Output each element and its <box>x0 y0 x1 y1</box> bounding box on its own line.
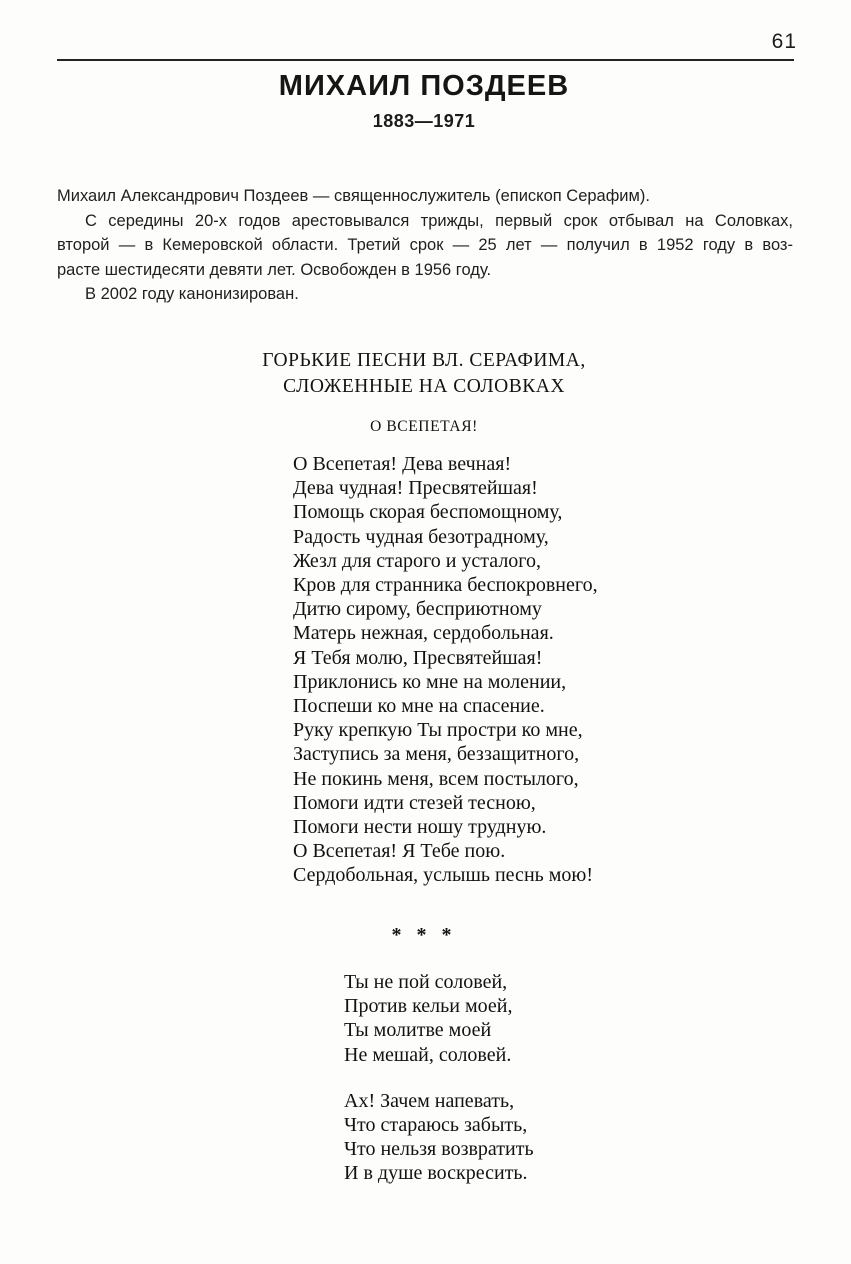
chapter-title: МИХАИЛ ПОЗДЕЕВ <box>278 70 570 102</box>
poem-line: Руку крепкую Ты простри ко мне, <box>293 719 583 742</box>
poem-line: О Всепетая! Дева вечная! <box>293 453 512 475</box>
poem-o-vsepetaya <box>293 452 598 888</box>
poem-title: О ВСЕПЕТАЯ! <box>370 418 478 435</box>
poem-line: Радость чудная безотрадному, <box>293 525 549 548</box>
poem-line: Не мешай, соловей. <box>344 1043 512 1066</box>
poem-line: Поспеши ко мне на спасение. <box>293 695 545 718</box>
poem-line: Помоги идти стезей тесною, <box>293 791 536 814</box>
poem-line: Помощь скорая беспомощному, <box>293 501 563 524</box>
cycle-heading <box>57 348 791 399</box>
header-rule <box>57 59 794 61</box>
poem-line: Жезл для старого и усталого, <box>293 549 542 572</box>
stanza <box>344 1089 534 1186</box>
poem-line: Что нельзя возвратить <box>344 1138 534 1161</box>
poem-line: Ты не пой соловей, <box>344 971 508 993</box>
poem-solovey <box>344 970 534 1186</box>
bio-line: В 2002 году канонизирован. <box>85 285 299 303</box>
poem-line: Кров для странника беспокровнего, <box>293 574 598 597</box>
poem-line: Приклонись ко мне на молении, <box>293 670 567 693</box>
poem-line: Что стараюсь забыть, <box>344 1114 528 1137</box>
biography <box>57 184 793 307</box>
cycle-heading-line: ГОРЬКИЕ ПЕСНИ ВЛ. СЕРАФИМА, <box>262 350 586 371</box>
stanza-separator: * * * <box>391 924 457 946</box>
page-number: 61 <box>771 30 797 53</box>
life-years: 1883—1971 <box>372 111 476 131</box>
poem-line: И в душе воскресить. <box>344 1162 528 1185</box>
cycle-heading-line: СЛОЖЕННЫЕ НА СОЛОВКАХ <box>283 375 565 397</box>
poem-line: О Всепетая! Я Тебе пою. <box>293 840 506 863</box>
poem-line: Я Тебя молю, Пресвятейшая! <box>293 646 543 669</box>
poem-line: Ты молитве моей <box>344 1019 492 1042</box>
poem-line: Заступись за меня, беззащитного, <box>293 743 580 766</box>
bio-line: второй — в Кемеровской области. Третий срок — 25 лет — получил в 1952 году в воз- <box>57 236 793 254</box>
stanza <box>344 970 534 1067</box>
poem-line: Не покинь меня, всем постылого, <box>293 767 579 790</box>
bio-line: С середины 20-х годов арестовывался трижды, первый срок отбывал на Соловках, <box>85 211 793 230</box>
poem-line: Дева чудная! Пресвятейшая! <box>293 477 538 500</box>
poem-line: Помоги нести ношу трудную. <box>293 816 547 839</box>
poem-line: Против кельи моей, <box>344 995 513 1018</box>
poem-line: Ах! Зачем напевать, <box>344 1089 515 1112</box>
poem-line: Дитю сирому, бесприютному <box>293 598 542 621</box>
poem-line: Матерь нежная, сердобольная. <box>293 622 554 645</box>
bio-line: Михаил Александрович Поздеев — священнослужитель (епископ Серафим). <box>57 187 650 205</box>
poem-line: Сердобольная, услышь песнь мою! <box>293 864 594 887</box>
bio-line: расте шестидесяти девяти лет. Освобожден в 1956 году. <box>57 260 492 279</box>
